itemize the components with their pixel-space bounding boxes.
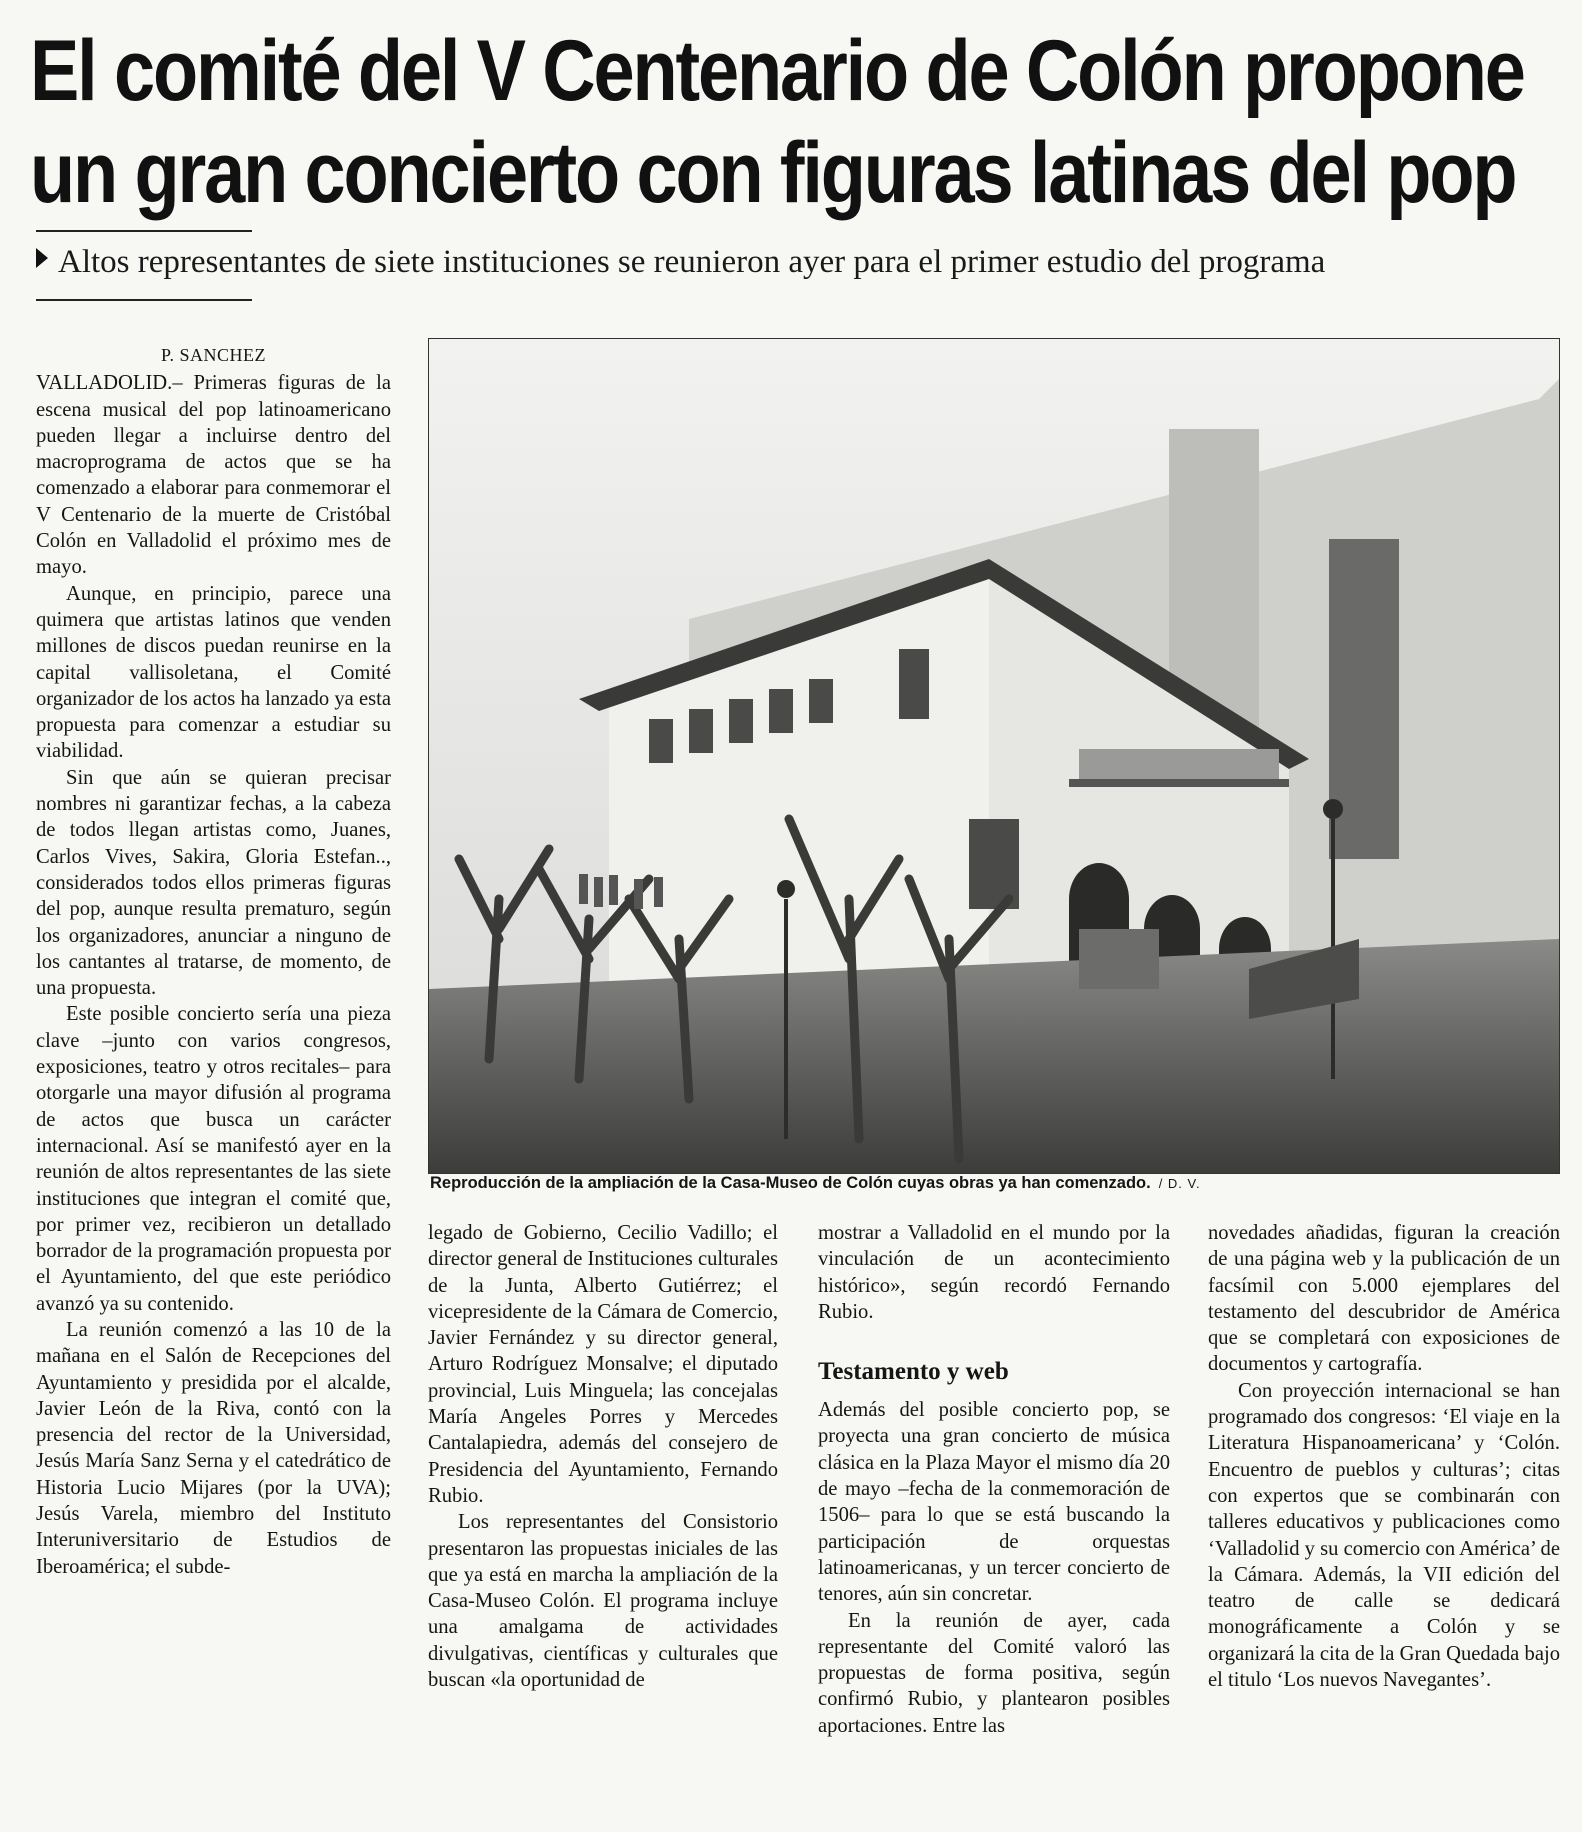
paragraph: Aunque, en principio, parece una quimera que artistas latinos que venden millones de discos puedan reunirse en la capital vallisoletana, el Comité organizador de los actos ha lanzado ya esta propuesta para comenzar a estudiar su viabilidad.	[36, 582, 391, 763]
paragraph: novedades añadidas, figuran la creación de una página web y la publicación de un facsímil con 5.000 ejemplares del testamento del descubridor de América que se completará con exposiciones de documentos y cartografía.	[1208, 1222, 1560, 1376]
paragraph: Además del posible concierto pop, se proyecta una gran concierto de música clásica en la Plaza Mayor el mismo día 20 de mayo –fecha de la conmemoración de 1506– para lo que se está buscando la participación de orquestas latinoamericanas, y un tercer concierto de tenores, aún sin concretar.	[818, 1399, 1170, 1606]
photo-caption-text: Reproducción de la ampliación de la Casa-Museo de Colón cuyas obras ya han comenzado.	[430, 1174, 1151, 1192]
photo-illustration	[429, 339, 1559, 1173]
paragraph: Los representantes del Consistorio presentaron las propuestas iniciales de las que ya está en marcha la ampliación de la Casa-Museo Colón. El programa incluye una amalgama de actividades divulgativas, científicas y culturales que buscan «la oportunidad de	[428, 1511, 778, 1692]
article-column-4	[1208, 1220, 1560, 1693]
paragraph: Este posible concierto sería una pieza clave –junto con varios congresos, exposiciones, teatro y otros recitales– para otorgarle una mayor difusión al programa de actos que busca un carácter internacional. Así se manifestó ayer en la reunión de altos representantes de las siete instituciones que integran el comité que, por primer vez, recibieron un detallado borrador de la programación propuesta por el Ayuntamiento, del que este periódico avanzó ya su contenido.	[36, 1003, 391, 1315]
photo-casa-museo-colon	[428, 338, 1560, 1174]
article-column-1	[36, 342, 391, 1580]
byline: P. SANCHEZ	[160, 345, 267, 365]
paragraph: mostrar a Valladolid en el mundo por la vinculación de un acontecimiento histórico», según recordó Fernando Rubio.	[818, 1222, 1170, 1323]
paragraph: legado de Gobierno, Cecilio Vadillo; el director general de Instituciones culturales de la Junta, Alberto Gutiérrez; el vicepresidente de la Cámara de Comercio, Javier Fernández y su director general, Arturo Rodríguez Monsalve; el diputado provincial, Luis Minguela; las concejalas María Angeles Porres y Mercedes Cantalapiedra, además del consejero de Presidencia del Ayuntamiento, Fernando Rubio.	[428, 1222, 778, 1507]
photo-caption	[430, 1172, 1530, 1195]
paragraph: Sin que aún se quieran precisar nombres ni garantizar fechas, a la cabeza de todos llegan artistas como, Juanes, Carlos Vives, Sakira, Gloria Estefan.., considerados todos ellos primeras figuras del pop, aunque resulta prematuro, según los organizadores, anunciar a ninguno de los cantantes al tratarse, de momento, de una propuesta.	[36, 766, 391, 1000]
subheadline-text: Altos representantes de siete instituciones se reunieron ayer para el primer estudio del programa	[58, 244, 1326, 280]
headline-rule-top	[36, 230, 252, 232]
article-column-3	[818, 1220, 1170, 1739]
headline	[30, 20, 1524, 224]
paragraph: La reunión comenzó a las 10 de la mañana en el Salón de Recepciones del Ayuntamiento y presidida por el alcalde, Javier León de la Riva, contó con la presencia del rector de la Universidad, Jesús María Sanz Serna y el catedrático de Historia Lucio Mijares (por la UVA); Jesús Varela, miembro del Instituto Interuniversitario de Estudios de Iberoamérica; el subde-	[36, 1318, 391, 1578]
headline-line-1: El comité del V Centenario de Colón propone	[30, 23, 1524, 119]
paragraph: Con proyección internacional se han programado dos congresos: ‘El viaje en la Literatura Hispanoamericana’ y ‘Colón. Encuentro de pueblos y culturas’; citas con expertos que se combinarán con talleres educativos y publicaciones como ‘Valladolid y su comercio con América’ de la Cámara. Además, la VII edición del teatro de calle se dedicará monográficamente a Colón y se organizará la cita de la Gran Quedada bajo el titulo ‘Los nuevos Navegantes’.	[1208, 1379, 1560, 1692]
subheadline	[36, 240, 1556, 284]
photo-credit: / D. V.	[1158, 1176, 1201, 1191]
paragraph: En la reunión de ayer, cada representante del Comité valoró las propuestas de forma positiva, según confirmó Rubio, y plantearon posibles aportaciones. Entre las	[818, 1609, 1170, 1737]
headline-line-2: un gran concierto con figuras latinas del pop	[30, 125, 1516, 221]
paragraph: VALLADOLID.– Primeras figuras de la escena musical del pop latinoamericano pueden llegar a incluirse dentro del macroprograma de actos que se ha comenzado a elaborar para conmemorar el V Centenario de la muerte de Cristóbal Colón en Valladolid el próximo mes de mayo.	[36, 372, 391, 579]
headline-rule-bottom	[36, 299, 252, 301]
triangle-bullet-icon	[36, 248, 48, 268]
section-subtitle: Testamento y web	[818, 1358, 1009, 1386]
article-column-2	[428, 1220, 778, 1693]
